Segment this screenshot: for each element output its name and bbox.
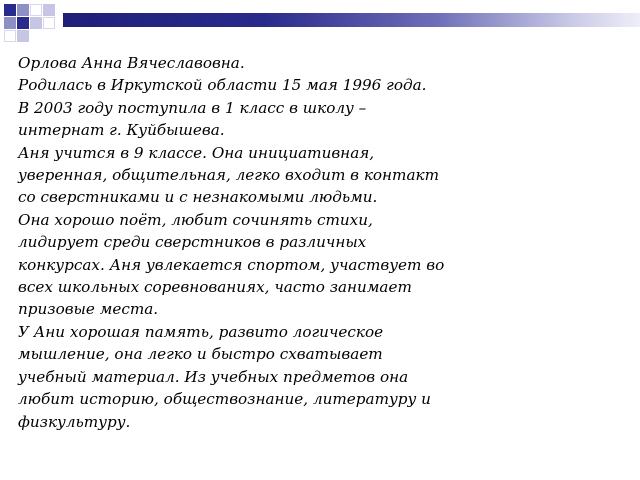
header-gradient-bar (63, 13, 640, 27)
header-square-6 (17, 17, 29, 29)
header-square-10 (17, 30, 29, 42)
header-square-1 (4, 4, 16, 16)
text-line: интернат г. Куйбышева. (18, 121, 225, 140)
text-line: В 2003 году поступила в 1 класс в школу – (18, 98, 367, 117)
header-square-8 (43, 17, 55, 29)
text-line: Она хорошо поёт, любит сочинять стихи, (18, 210, 373, 229)
header-square-5 (4, 17, 16, 29)
text-line: всех школьных соревнованиях, часто занимает (18, 278, 412, 297)
text-line: Аня учится в 9 классе. Она инициативная, (18, 143, 375, 162)
text-line: Родилась в Иркутской области 15 мая 1996 года. (18, 76, 427, 95)
text-line: У Ани хорошая память, развито логическое (18, 322, 384, 341)
text-line: физкультуру. (18, 412, 131, 431)
header-square-4 (43, 4, 55, 16)
text-line: лидирует среди сверстников в различных (18, 233, 367, 252)
text-line: мышление, она легко и быстро схватывает (18, 345, 383, 364)
text-line: конкурсах. Аня увлекается спортом, участвует во (18, 255, 445, 274)
text-line: любит историю, обществознание, литературу и (18, 390, 431, 409)
biography-text (18, 52, 628, 433)
header-square-9 (4, 30, 16, 42)
text-line: уверенная, общительная, легко входит в контакт (18, 166, 439, 185)
text-line: Орлова Анна Вячеславовна. (18, 54, 245, 72)
text-line: учебный материал. Из учебных предметов она (18, 367, 409, 386)
header-square-7 (30, 17, 42, 29)
header-square-3 (30, 4, 42, 16)
text-line: призовые места. (18, 300, 159, 319)
text-line: со сверстниками и с незнакомыми людьми. (18, 188, 378, 207)
header-square-2 (17, 4, 29, 16)
